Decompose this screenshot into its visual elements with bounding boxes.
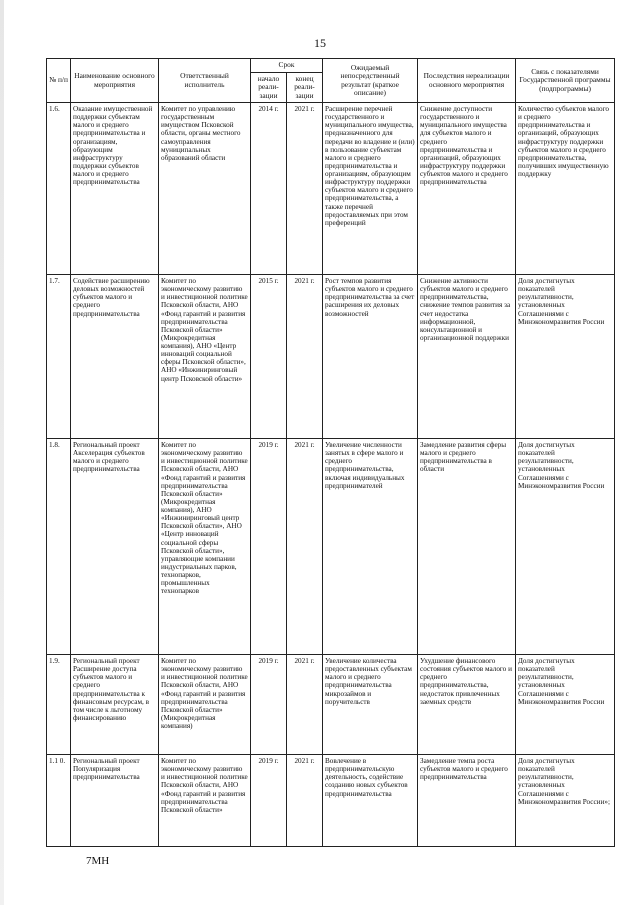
cell-link: Доля достигнутых показателей результативности, установленных Соглашениями с Минэкономразвития России»; [516,755,615,847]
cell-responsible: Комитет по экономическому развитию и инвестиционной политике Псковской области, АНО «Фонд гарантий и развития предпринимательства Псковской области» [159,755,251,847]
header-responsible: Ответственный исполнитель [159,59,251,103]
measures-table [46,58,615,847]
cell-start: 2019 г. [251,755,287,847]
page-number: 15 [314,36,326,50]
cell-num: 1.7. [47,275,71,439]
header-start: начало реали-зации [251,73,287,103]
footer-code: 7МН [86,855,110,867]
table-row [47,103,615,275]
table-row [47,275,615,439]
cell-link: Доля достигнутых показателей результативности, установленных Соглашениями с Минэкономразвития России [516,439,615,655]
cell-responsible: Комитет по управлению государственным имуществом Псковской области, органы местного самоуправления муниципальных образований области [159,103,251,275]
header-link: Связь с показателями Государственной программы (подпрограммы) [516,59,615,103]
table-row [47,655,615,755]
cell-link: Количество субъектов малого и среднего предпринимательства и организаций, образующих инфраструктуру поддержки субъектов малого и среднего предпринимательства, получивших имущественную поддержку [516,103,615,275]
cell-name: Региональный проект Популяризация предпринимательства [71,755,159,847]
cell-expected: Вовлечение в предпринимательскую деятельность, содействие созданию новых субъектов предпринимательства [323,755,418,847]
header-term: Срок [251,59,323,73]
cell-expected: Рост темпов развития субъектов малого и среднего предпринимательства за счет расширения их деловых возможностей [323,275,418,439]
cell-name: Региональный проект Расширение доступа субъектов малого и среднего предпринимательства к финансовым ресурсам, в том числе к льготному финансированию [71,655,159,755]
cell-expected: Увеличение численности занятых в сфере малого и среднего предпринимательства, включая индивидуальных предпринимателей [323,439,418,655]
cell-num: 1.6. [47,103,71,275]
cell-expected: Расширение перечней государственного и муниципального имущества, предназначенного для передачи во владение и (или) в пользование субъектам малого и среднего предпринимательства и организациям, образующим инфраструктуру поддержки субъектов малого и среднего предпринимательства, а также перечней предоставляемых при этом преференций [323,103,418,275]
cell-consequences: Замедление развития сферы малого и среднего предпринимательства в области [418,439,516,655]
cell-num: 1.9. [47,655,71,755]
header-name: Наименование основного мероприятия [71,59,159,103]
cell-start: 2014 г. [251,103,287,275]
header-row [47,59,615,73]
header-end: конец реали-зации [287,73,323,103]
cell-start: 2015 г. [251,275,287,439]
cell-start: 2019 г. [251,439,287,655]
cell-end: 2021 г. [287,275,323,439]
header-consequences: Последствия нереализации основного мероприятия [418,59,516,103]
cell-start: 2019 г. [251,655,287,755]
cell-name: Содействие расширению деловых возможностей субъектов малого и среднего предпринимательства [71,275,159,439]
cell-responsible: Комитет по экономическому развитию и инвестиционной политике Псковской области, АНО «Фонд гарантий и развития предпринимательства Псковской области» (Микрокредитная компания), АНО «Инжиниринговый центр Псковской области», АНО «Центр инноваций социальной сферы Псковской области», управляющие компании индустриальных парков, технопарков, промышленных технопарков [159,439,251,655]
cell-consequences: Снижение активности субъектов малого и среднего предпринимательства, снижение темпов развития за счет недостатка информационной, консультационной и организационной поддержки [418,275,516,439]
cell-end: 2021 г. [287,755,323,847]
cell-num: 1.8. [47,439,71,655]
cell-link: Доля достигнутых показателей результативности, установленных Соглашениями с Минэкономразвития России [516,275,615,439]
cell-consequences: Ухудшение финансового состояния субъектов малого и среднего предпринимательства, недостаток привлеченных заемных средств [418,655,516,755]
cell-name: Оказание имущественной поддержки субъектам малого и среднего предпринимательства и организациям, образующим инфраструктуру поддержки субъектов малого и среднего предпринимательства [71,103,159,275]
cell-name: Региональный проект Акселерация субъектов малого и среднего предпринимательства [71,439,159,655]
cell-end: 2021 г. [287,439,323,655]
table-row [47,755,615,847]
cell-num: 1.1 0. [47,755,71,847]
cell-expected: Увеличение количества предоставленных субъектам малого и среднего предпринимательства микрозаймов и поручительств [323,655,418,755]
scan-edge [0,0,4,905]
cell-consequences: Замедление темпа роста субъектов малого и среднего предпринимательства [418,755,516,847]
cell-responsible: Комитет по экономическому развитию и инвестиционной политике Псковской области, АНО «Фонд гарантий и развития предпринимательства Псковской области» (Микрокредитная компания) [159,655,251,755]
cell-consequences: Снижение доступности государственного и муниципального имущества для субъектов малого и среднего предпринимательства и организаций, образующих инфраструктуру поддержки субъектов малого и среднего предпринимательства [418,103,516,275]
cell-link: Доля достигнутых показателей результативности, установленных Соглашениями с Минэкономразвития России [516,655,615,755]
table-row [47,439,615,655]
header-expected: Ожидаемый непосредственный результат (краткое описание) [323,59,418,103]
header-num: № п/п [47,59,71,103]
cell-responsible: Комитет по экономическому развитию и инвестиционной политике Псковской области, АНО «Фонд гарантий и развития предпринимательства Псковской области» (Микрокредитная компания), АНО «Центр инноваций социальной сферы Псковской области», АНО «Инжиниринговый центр Псковской области» [159,275,251,439]
cell-end: 2021 г. [287,103,323,275]
cell-end: 2021 г. [287,655,323,755]
